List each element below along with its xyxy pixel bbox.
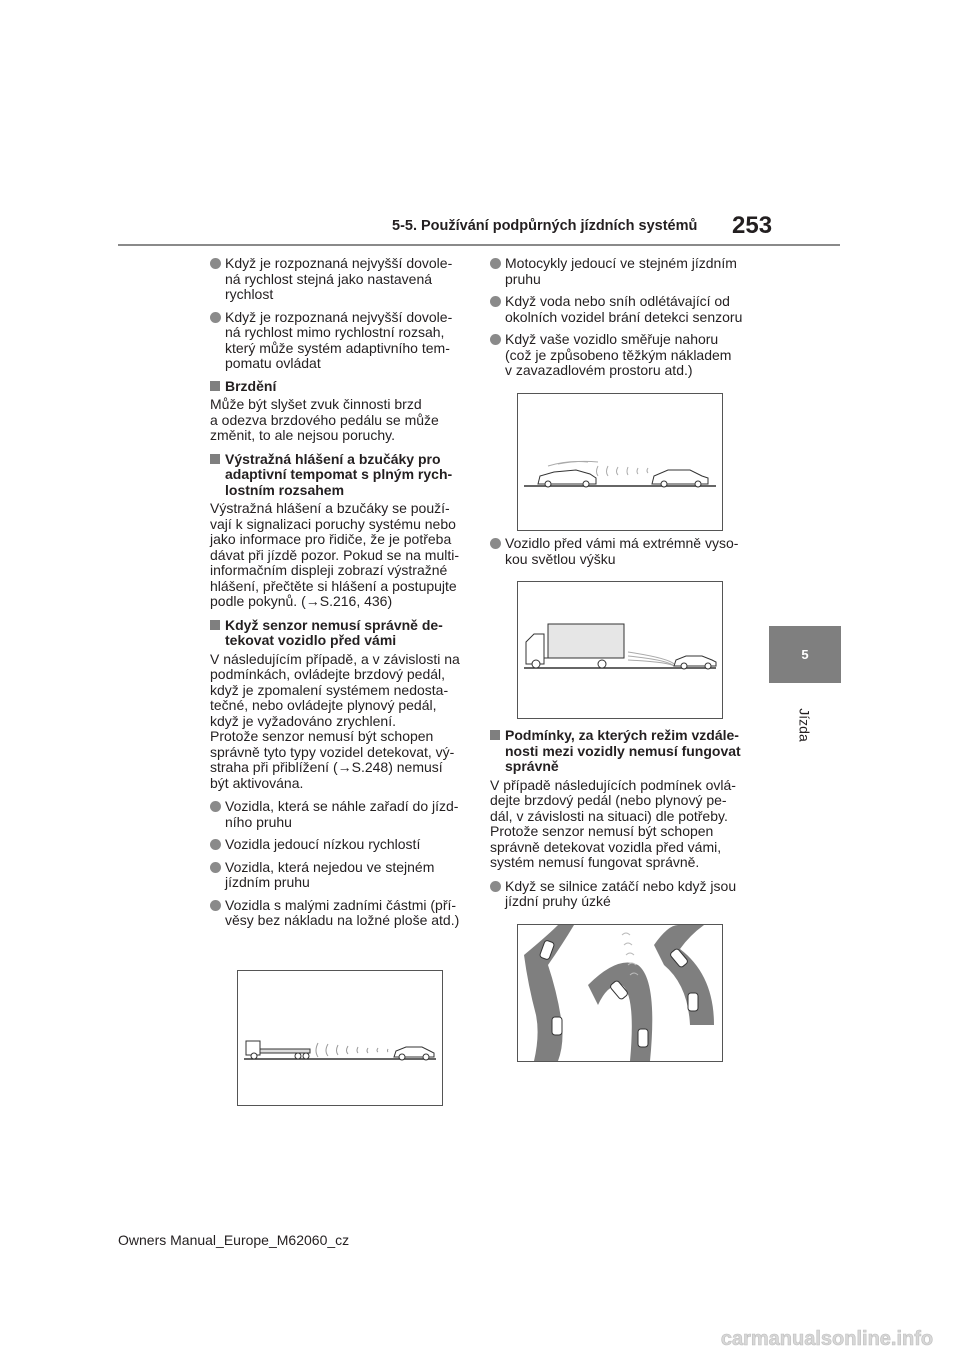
section-title: 5-5. Používání podpůrných jízdních systémů — [392, 218, 698, 234]
right-column-top — [490, 256, 748, 386]
trailer-car-drawing — [238, 971, 442, 1105]
list-item: Vozidla, která nejedou ve stejném jízdním pruhu — [210, 860, 468, 891]
bullet-icon — [210, 900, 221, 911]
radar-waves — [316, 1043, 388, 1057]
watermark-logo — [693, 1320, 960, 1358]
illustration-curved-roads — [517, 924, 723, 1062]
braking-text: Může být slyšet zvuk činnosti brzd a odezva brzdového pedálu se může změnit, to ale nejsou poruchy. — [210, 396, 439, 443]
svg-text:carmanualsonline.info: carmanualsonline.info — [720, 1328, 933, 1350]
truck-icon — [246, 1041, 310, 1059]
bullet-icon — [490, 538, 501, 549]
watermark-logo-image — [697, 1324, 957, 1354]
rear-car-icon — [538, 470, 596, 487]
radar-waves — [628, 652, 674, 666]
list-item: Když je rozpoznaná nejvyšší dovole- ná rychlost stejná jako nastavená rychlost — [210, 256, 468, 303]
right-column-bottom — [490, 724, 748, 917]
car-icon — [394, 1047, 434, 1060]
square-bullet-icon — [490, 730, 500, 740]
page-number: 253 — [732, 212, 773, 239]
list-item: Vozidlo před vámi má extrémně vyso- kou světlou výšku — [490, 536, 748, 567]
bullet-icon — [210, 862, 221, 873]
chapter-name: Jízda — [797, 708, 813, 742]
list-item: Když se silnice zatáčí nebo když jsou jízdní pruhy úzké — [490, 879, 748, 910]
illustration-high-truck — [517, 581, 723, 719]
high-truck-drawing — [518, 582, 722, 718]
chapter-number: 5 — [801, 647, 809, 662]
footer-manual-id: Owners Manual_Europe_M62060_cz — [118, 1232, 350, 1248]
right-column-middle — [490, 536, 748, 574]
list-item: Když voda nebo sníh odlétávající od okolních vozidel brání detekci senzoru — [490, 294, 748, 325]
bullet-icon — [490, 258, 501, 269]
header-divider — [118, 244, 840, 246]
section-heading-sensor: Když senzor nemusí správně de- tekovat vozidlo před vámi — [210, 618, 468, 649]
section-heading-braking: Brzdění — [210, 379, 468, 395]
chapter-name-tab — [772, 690, 838, 760]
square-bullet-icon — [210, 454, 220, 464]
front-car-icon — [652, 470, 708, 487]
illustration-trailer-car — [237, 970, 443, 1106]
left-column — [210, 256, 468, 936]
road-right — [654, 925, 714, 1025]
truck-icon — [526, 624, 624, 668]
list-item: Motocykly jedoucí ve stejném jízdním pruhu — [490, 256, 748, 287]
list-item: Vozidla, která se náhle zařadí do jízd- ního pruhu — [210, 799, 468, 830]
list-item: Když je rozpoznaná nejvyšší dovole- ná rychlost mimo rychlostní rozsah, který může systém adaptivního tem- pomatu ovládat — [210, 310, 468, 372]
square-bullet-icon — [210, 620, 220, 630]
warnings-text: Výstražná hlášení a bzučáky se použí- vají k signalizaci poruchy systému nebo jako informace pro řidiče, že je potřeba dávat při jízdě pozor. Pokud se na multi- informačním displeji zobrazí výstražné hlášení, přečtěte si hlášení a postupujte podle pokynů. (→S.216, 436) — [210, 500, 460, 609]
illustration-car-nose-up — [517, 393, 723, 531]
curved-roads-drawing — [518, 925, 722, 1061]
bullet-icon — [490, 296, 501, 307]
list-item: Když vaše vozidlo směřuje nahoru (což je způsobeno těžkým nákladem v zavazadlovém prostoru atd.) — [490, 332, 748, 379]
list-item: Vozidla jedoucí nízkou rychlostí — [210, 837, 468, 853]
section-heading-distance-mode: Podmínky, za kterých režim vzdále- nosti mezi vozidly nemusí fungovat správně — [490, 728, 748, 775]
car-icons — [539, 940, 698, 1047]
sensor-text: V následujícím případě, a v závislosti na podmínkách, ovládejte brzdový pedál, když je zpomalení systémem nedosta- tečné, nebo ovládejte plynový pedál, když je vyžadováno zrychlení. Protože senzor nemusí být schopen správně tyto typy vozidel detekovat, vý- straha při přiblížení (→S.248) nemusí být aktivována. — [210, 650, 460, 791]
bullet-icon — [210, 258, 221, 269]
bullet-icon — [490, 334, 501, 345]
distance-mode-text: V případě následujících podmínek ovlá- dejte brzdový pedál (nebo plynový pe- dál, v závislosti na situaci) dle potřeby. Protože senzor nemusí být schopen správně detekovat vozidla před vámi, systém nemusí fungovat správně. — [490, 776, 736, 870]
car-icon — [674, 656, 716, 669]
chapter-number-tab — [769, 626, 841, 683]
list-item: Vozidla s malými zadními částmi (pří- věsy bez nákladu na ložné ploše atd.) — [210, 898, 468, 929]
bullet-icon — [490, 881, 501, 892]
bullet-icon — [210, 312, 221, 323]
square-bullet-icon — [210, 381, 220, 391]
nose-up-drawing — [518, 394, 722, 530]
section-heading-warnings: Výstražná hlášení a bzučáky pro adaptivní tempomat s plným rych- lostním rozsahem — [210, 452, 468, 499]
bullet-icon — [210, 839, 221, 850]
bullet-icon — [210, 801, 221, 812]
